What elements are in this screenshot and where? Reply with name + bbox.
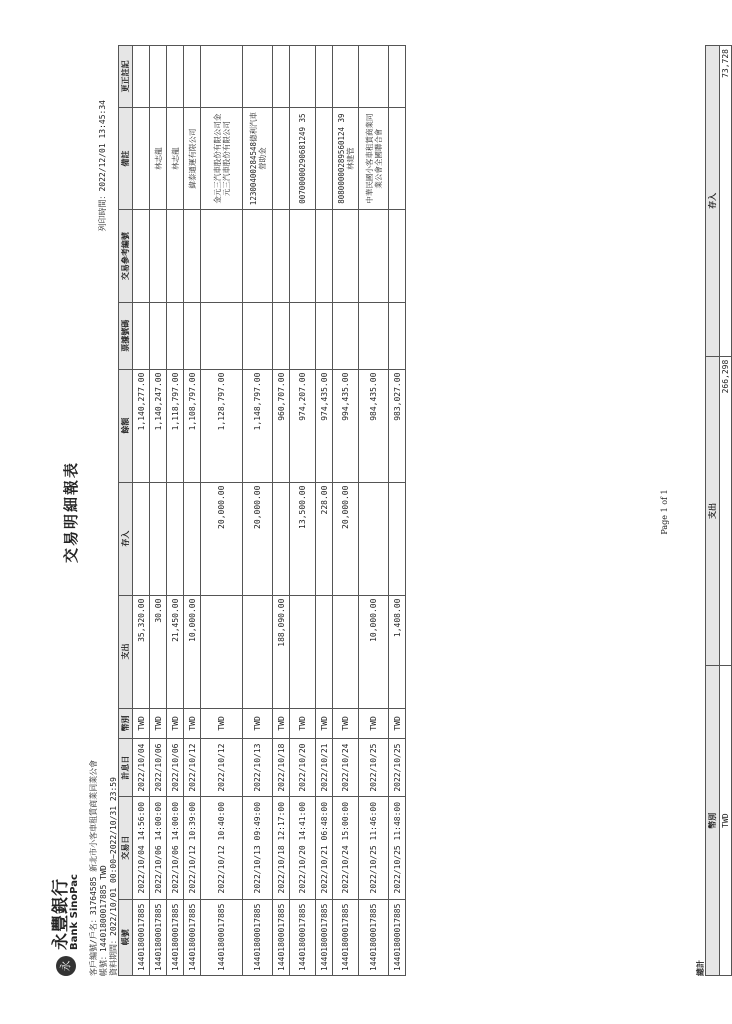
cell-reference (273, 210, 290, 302)
col-header-reference: 交易參考編號 (119, 210, 133, 302)
summary-label: 總計 (696, 960, 705, 976)
cell-reference (201, 210, 243, 302)
cell-note: 80800000289560124 39林建管 (333, 107, 359, 210)
cell-withdrawal: 30.00 (150, 595, 167, 708)
cell-account: 14401800017885 (243, 899, 273, 975)
cell-reference (316, 210, 333, 302)
summary-deposit-total: 73,728 (720, 46, 732, 357)
table-row (389, 46, 406, 976)
cell-txn-date: 2022/10/25 11:48:00 (389, 796, 406, 899)
cell-withdrawal: 188,090.00 (273, 595, 290, 708)
cell-note: 緯泰通運有限公司 (184, 107, 201, 210)
cell-currency: TWD (389, 708, 406, 739)
cell-check-no (184, 302, 201, 369)
cell-balance: 1,118,797.00 (167, 369, 184, 482)
cell-account: 14401800017885 (389, 899, 406, 975)
col-header-currency: 幣別 (119, 708, 133, 739)
cell-note: 中華民國小客車租賃商業同業公會全國聯合會 (359, 107, 389, 210)
bank-name-cn: 永豐銀行 (51, 878, 71, 950)
cell-balance: 1,148,797.00 (243, 369, 273, 482)
table-row (133, 46, 150, 976)
summary-row (720, 46, 732, 976)
cell-balance: 984,435.00 (359, 369, 389, 482)
table-row (290, 46, 316, 976)
cell-check-no (273, 302, 290, 369)
cell-txn-date: 2022/10/24 15:00:00 (333, 796, 359, 899)
cell-account: 14401800017885 (273, 899, 290, 975)
cell-reference (167, 210, 184, 302)
cell-deposit: 20,000.00 (201, 482, 243, 595)
col-header-deposit: 存入 (119, 482, 133, 595)
cell-balance: 994,435.00 (333, 369, 359, 482)
summary-table (705, 45, 732, 976)
cell-check-no (389, 302, 406, 369)
cell-account: 14401800017885 (167, 899, 184, 975)
cell-value-date: 2022/10/04 (133, 739, 150, 797)
cell-deposit (167, 482, 184, 595)
cell-correction (333, 46, 359, 108)
cell-deposit (184, 482, 201, 595)
cell-correction (273, 46, 290, 108)
table-row (316, 46, 333, 976)
cell-currency: TWD (273, 708, 290, 739)
cell-balance: 1,128,797.00 (201, 369, 243, 482)
col-header-note: 備註 (119, 107, 133, 210)
table-row (184, 46, 201, 976)
print-time: 列印時間：2022/12/01 13:45:34 (98, 100, 107, 232)
cell-check-no (133, 302, 150, 369)
cell-check-no (243, 302, 273, 369)
cell-currency: TWD (201, 708, 243, 739)
cell-account: 14401800017885 (150, 899, 167, 975)
cell-txn-date: 2022/10/21 06:48:00 (316, 796, 333, 899)
cell-currency: TWD (167, 708, 184, 739)
cell-correction (167, 46, 184, 108)
col-header-check-no: 票據號碼 (119, 302, 133, 369)
table-row (359, 46, 389, 976)
table-row (333, 46, 359, 976)
cell-value-date: 2022/10/12 (201, 739, 243, 797)
cell-value-date: 2022/10/13 (243, 739, 273, 797)
cell-correction (243, 46, 273, 108)
cell-check-no (333, 302, 359, 369)
cell-value-date: 2022/10/24 (333, 739, 359, 797)
summary-header-currency: 幣別 (706, 666, 720, 976)
cell-currency: TWD (359, 708, 389, 739)
cell-reference (359, 210, 389, 302)
cell-value-date: 2022/10/25 (389, 739, 406, 797)
col-header-withdrawal: 支出 (119, 595, 133, 708)
cell-withdrawal (243, 595, 273, 708)
cell-currency: TWD (150, 708, 167, 739)
cell-account: 14401800017885 (133, 899, 150, 975)
cell-account: 14401800017885 (290, 899, 316, 975)
cell-balance: 974,435.00 (316, 369, 333, 482)
cell-correction (359, 46, 389, 108)
cell-note: 林志龍 (150, 107, 167, 210)
cell-correction (201, 46, 243, 108)
cell-correction (389, 46, 406, 108)
cell-account: 14401800017885 (333, 899, 359, 975)
cell-reference (389, 210, 406, 302)
cell-note: 金元三汽車股份有限公司金元三汽車股份有限公司 (201, 107, 243, 210)
cell-withdrawal (201, 595, 243, 708)
col-header-value-date: 計息日 (119, 739, 133, 797)
page-number: Page 1 of 1 (660, 489, 669, 535)
cell-reference (243, 210, 273, 302)
cell-currency: TWD (243, 708, 273, 739)
cell-balance: 983,027.00 (389, 369, 406, 482)
cell-note: 00700000290681249 35 (290, 107, 316, 210)
cell-balance: 1,108,797.00 (184, 369, 201, 482)
cell-txn-date: 2022/10/04 14:56:00 (133, 796, 150, 899)
col-header-txn-date: 交易日 (119, 796, 133, 899)
cell-account: 14401800017885 (359, 899, 389, 975)
cell-currency: TWD (133, 708, 150, 739)
cell-account: 14401800017885 (184, 899, 201, 975)
summary-withdrawal-total: 266,298 (720, 356, 732, 666)
cell-withdrawal (290, 595, 316, 708)
cell-balance: 1,140,277.00 (133, 369, 150, 482)
cell-deposit (150, 482, 167, 595)
cell-check-no (316, 302, 333, 369)
cell-value-date: 2022/10/20 (290, 739, 316, 797)
cell-deposit (389, 482, 406, 595)
report-title: 交易明細報表 (62, 461, 80, 564)
cell-check-no (201, 302, 243, 369)
cell-withdrawal: 35,320.00 (133, 595, 150, 708)
summary-header-withdrawal: 支出 (706, 356, 720, 666)
cell-value-date: 2022/10/21 (316, 739, 333, 797)
cell-deposit (359, 482, 389, 595)
cell-balance: 960,707.00 (273, 369, 290, 482)
cell-check-no (150, 302, 167, 369)
cell-correction (184, 46, 201, 108)
cell-note: 林志龍 (167, 107, 184, 210)
cell-correction (150, 46, 167, 108)
cell-txn-date: 2022/10/20 14:41:00 (290, 796, 316, 899)
cell-deposit (133, 482, 150, 595)
col-header-account: 帳號 (119, 899, 133, 975)
cell-note: 12300400284548德利汽車營助金 (243, 107, 273, 210)
summary-header-deposit: 存入 (706, 46, 720, 357)
table-row (273, 46, 290, 976)
cell-currency: TWD (316, 708, 333, 739)
cell-txn-date: 2022/10/25 11:46:00 (359, 796, 389, 899)
cell-correction (316, 46, 333, 108)
cell-currency: TWD (184, 708, 201, 739)
cell-account: 14401800017885 (201, 899, 243, 975)
cell-withdrawal: 10,000.00 (359, 595, 389, 708)
cell-correction (290, 46, 316, 108)
table-row (150, 46, 167, 976)
cell-txn-date: 2022/10/06 14:00:00 (167, 796, 184, 899)
table-row (243, 46, 273, 976)
cell-deposit (273, 482, 290, 595)
bank-logo-icon: 永 (56, 956, 76, 976)
cell-value-date: 2022/10/06 (167, 739, 184, 797)
cell-txn-date: 2022/10/06 14:00:00 (150, 796, 167, 899)
customer-info: 客戶編號/戶名：31764585 新北市小客車租賃商業同業公會 (89, 759, 98, 976)
cell-balance: 974,207.00 (290, 369, 316, 482)
cell-currency: TWD (290, 708, 316, 739)
cell-reference (133, 210, 150, 302)
table-header-row (119, 46, 133, 976)
cell-txn-date: 2022/10/12 10:39:00 (184, 796, 201, 899)
cell-txn-date: 2022/10/18 12:17:00 (273, 796, 290, 899)
cell-note (273, 107, 290, 210)
cell-account: 14401800017885 (316, 899, 333, 975)
cell-check-no (359, 302, 389, 369)
account-info: 帳號：14401800017885 TWD (99, 865, 108, 976)
cell-note (316, 107, 333, 210)
cell-reference (150, 210, 167, 302)
period-info: 資料期間：2022/10/01 00:00~2022/10/31 23:59 (109, 777, 118, 976)
table-row (201, 46, 243, 976)
cell-reference (290, 210, 316, 302)
cell-note (389, 107, 406, 210)
cell-reference (333, 210, 359, 302)
cell-txn-date: 2022/10/13 09:49:00 (243, 796, 273, 899)
cell-value-date: 2022/10/25 (359, 739, 389, 797)
cell-withdrawal: 1,408.00 (389, 595, 406, 708)
cell-withdrawal: 21,450.00 (167, 595, 184, 708)
summary-header-row (706, 46, 720, 976)
cell-deposit: 20,000.00 (333, 482, 359, 595)
cell-value-date: 2022/10/06 (150, 739, 167, 797)
col-header-correction: 更正註記 (119, 46, 133, 108)
cell-withdrawal (333, 595, 359, 708)
cell-reference (184, 210, 201, 302)
cell-currency: TWD (333, 708, 359, 739)
cell-withdrawal: 10,000.00 (184, 595, 201, 708)
cell-deposit: 20,000.00 (243, 482, 273, 595)
cell-correction (133, 46, 150, 108)
cell-txn-date: 2022/10/12 10:40:00 (201, 796, 243, 899)
cell-value-date: 2022/10/12 (184, 739, 201, 797)
cell-check-no (290, 302, 316, 369)
summary-currency: TWD (720, 666, 732, 976)
cell-balance: 1,140,247.00 (150, 369, 167, 482)
cell-deposit: 228.00 (316, 482, 333, 595)
transaction-table (118, 45, 406, 976)
col-header-balance: 餘額 (119, 369, 133, 482)
cell-check-no (167, 302, 184, 369)
cell-withdrawal (316, 595, 333, 708)
bank-name-en: Bank SinoPac (69, 874, 80, 950)
table-row (167, 46, 184, 976)
cell-note (133, 107, 150, 210)
cell-deposit: 13,500.00 (290, 482, 316, 595)
cell-value-date: 2022/10/18 (273, 739, 290, 797)
